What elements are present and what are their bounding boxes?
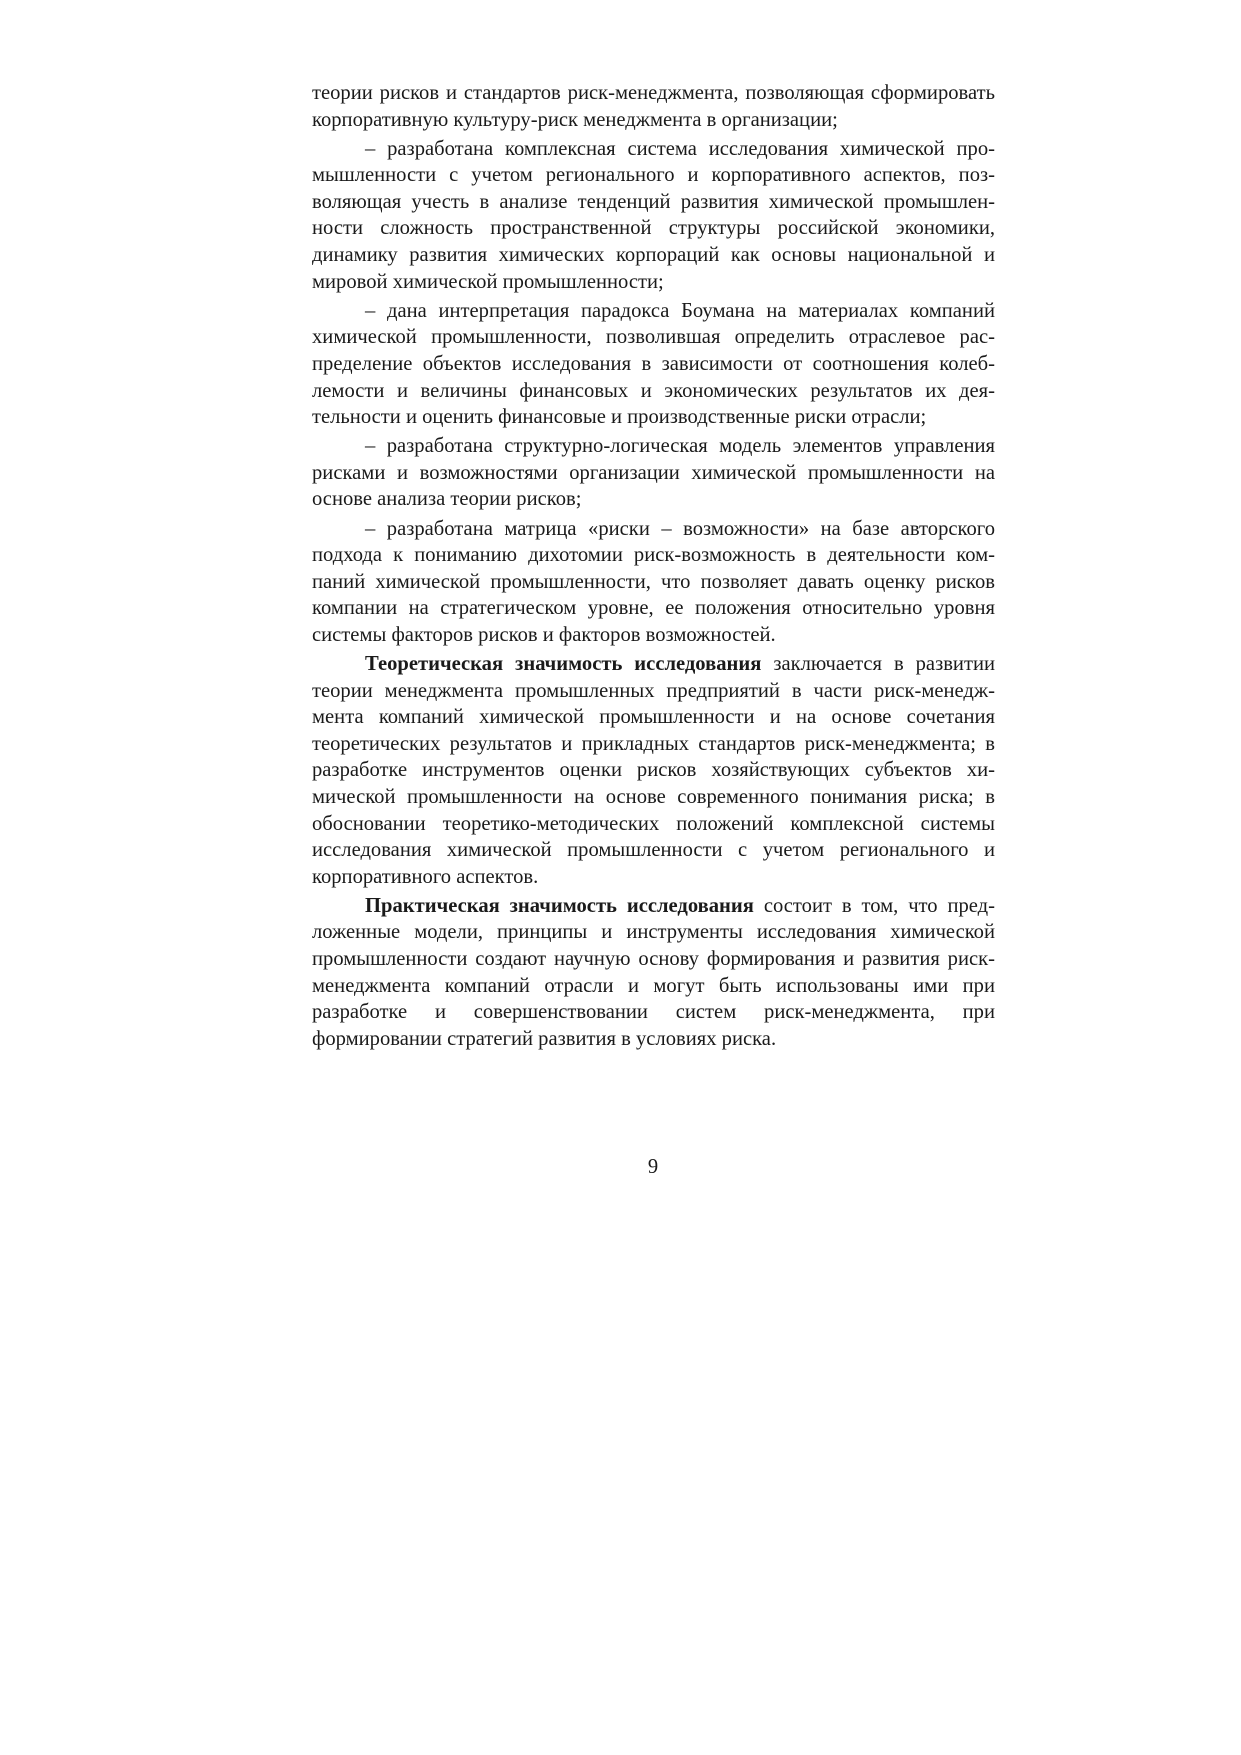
paragraph-practical-significance xyxy=(312,893,995,1053)
bold-lead-heading: Теоретическая значимость исследования xyxy=(365,652,762,675)
page-number: 9 xyxy=(647,1156,659,1178)
paragraph-continuation xyxy=(312,80,995,133)
paragraph-text: – разработана матрица «риски – возможности» на базе авторского подхода к пониманию дихотомии риск-возможность в деятельности компаний химической промышленности, что позволяет давать оценку рисков компании на стратегическом уровне, ее положения относительно уровня системы факторов рисков и факторов возможностей. xyxy=(312,517,995,646)
body-text xyxy=(312,80,995,1055)
paragraph-bullet xyxy=(312,298,995,431)
paragraph-text: – дана интерпретация парадокса Боумана на материалах компаний химической промышленности, позволившая определить отраслевое распределение объектов исследования в зависимости от соотношения колеблемости и величины финансовых и экономических результатов их деятельности и оценить финансовые и производственные риски отрасли; xyxy=(312,299,995,429)
paragraph-text: заключается в развитии теории менеджмента промышленных предприятий в части риск-менеджмента компаний химической промышленности и на основе сочетания теоретических результатов и прикладных стандартов риск-менеджмента; в разработке инструментов оценки рисков хозяйствующих субъектов химической промышленности на основе современного понимания риска; в обосновании теоретико-методических положений комплексной системы исследования химической промышленности с учетом регионального и корпоративного аспектов. xyxy=(312,652,995,888)
paragraph-text: – разработана комплексная система исследования химической промышленности с учетом регионального и корпоративного аспектов, позволяющая учесть в анализе тенденций развития химической промышленности сложность пространственной структуры российской экономики, динамику развития химических корпораций как основы национальной и мировой химической промышленности; xyxy=(312,137,995,293)
paragraph-bullet xyxy=(312,433,995,513)
paragraph-bullet xyxy=(312,136,995,296)
paragraph-text: теории рисков и стандартов риск-менеджмента, позволяющая сформировать корпоративную культуру-риск менеджмента в организации; xyxy=(312,82,995,131)
paragraph-bullet xyxy=(312,516,995,649)
paragraph-text: состоит в том, что предложенные модели, принципы и инструменты исследования химической промышленности создают научную основу формирования и развития риск-менеджмента компаний отрасли и могут быть использованы ими при разработке и совершенствовании систем риск-менеджмента, при формировании стратегий развития в условиях риска. xyxy=(312,894,996,1050)
paragraph-text: – разработана структурно-логическая модель элементов управления рисками и возможностями организации химической промышленности на основе анализа теории рисков; xyxy=(312,435,995,511)
paragraph-theoretical-significance xyxy=(312,651,995,890)
bold-lead-heading: Практическая значимость исследования xyxy=(365,894,754,917)
